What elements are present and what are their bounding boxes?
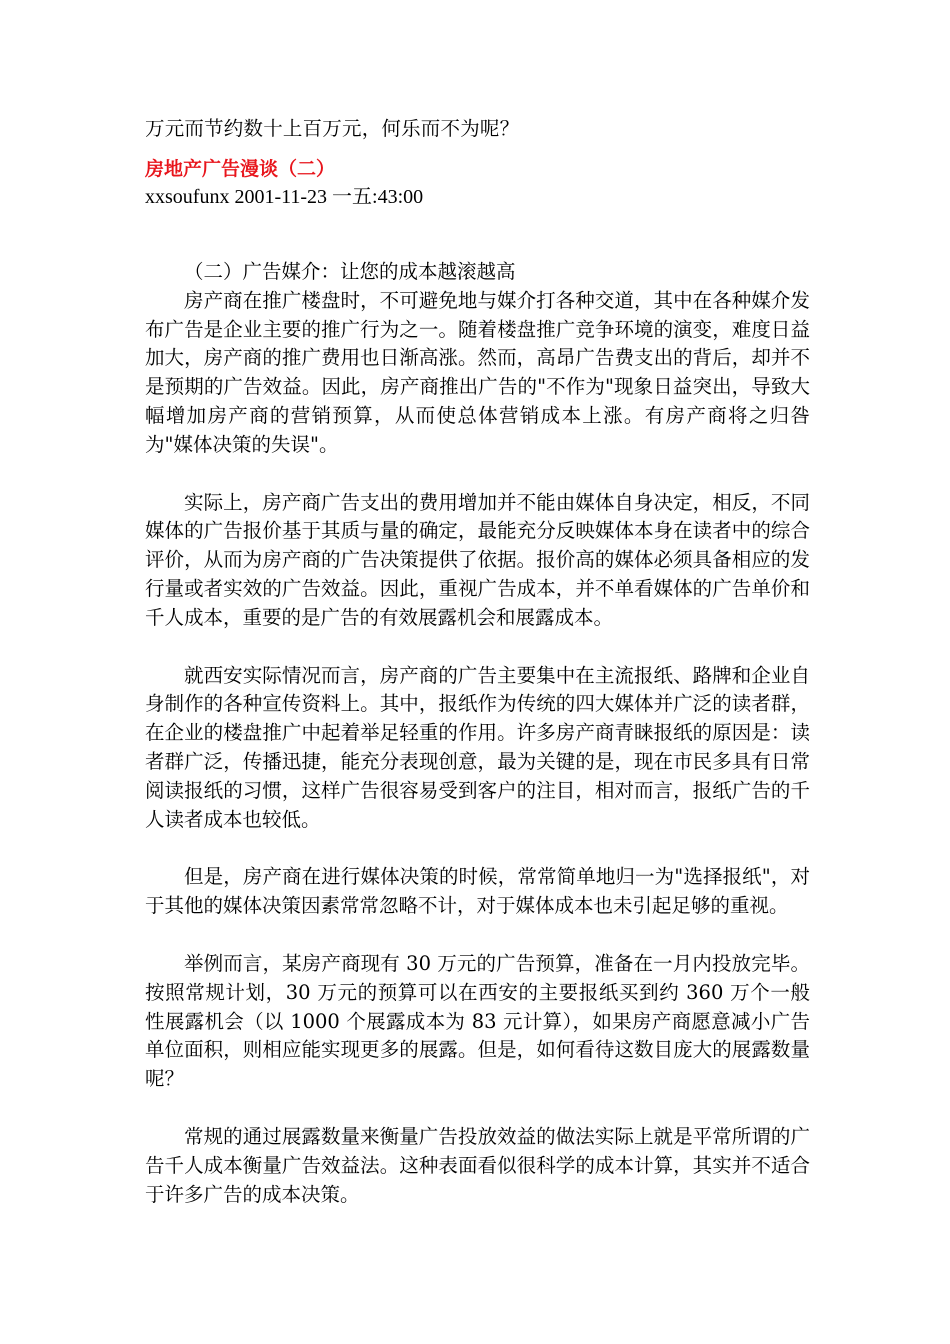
- spacer: [145, 921, 810, 950]
- paragraph: 但是，房产商在进行媒体决策的时候，常常简单地归一为"选择报纸"，对于其他的媒体决策因素常常忽略不计，对于媒体成本也未引起足够的重视。: [145, 865, 810, 918]
- spacer: [145, 210, 810, 258]
- section-heading: （二）广告媒介：让您的成本越滚越高: [184, 260, 516, 283]
- spacer: [145, 834, 810, 863]
- paragraph: 常规的通过展露数量来衡量广告投放效益的做法实际上就是平常所谓的广告千人成本衡量广告效益法。这种表面看似很科学的成本计算，其实并不适合于许多广告的成本决策。: [145, 1124, 810, 1206]
- document-page: [145, 114, 810, 1209]
- paragraph: 实际上，房产商广告支出的费用增加并不能由媒体自身决定，相反，不同媒体的广告报价基于其质与量的确定，最能充分反映媒体本身在读者中的综合评价，从而为房产商的广告决策提供了依据。报价高的媒体必须具备相应的发行量或者实效的广告效益。因此，重视广告成本，并不单看媒体的广告单价和千人成本，重要的是广告的有效展露机会和展露成本。: [145, 490, 810, 629]
- paragraph: 就西安实际情况而言，房产商的广告主要集中在主流报纸、路牌和企业自身制作的各种宣传资料上。其中，报纸作为传统的四大媒体并广泛的读者群，在企业的楼盘推广中起着举足轻重的作用。许多房产商青睐报纸的原因是：读者群广泛，传播迅捷，能充分表现创意，最为关键的是，现在市民多具有日常阅读报纸的习惯，这样广告很容易受到客户的注目，相对而言，报纸广告的千人读者成本也较低。: [145, 663, 810, 831]
- article-byline: xxsoufunx 2001-11-23 一五:43:00: [145, 186, 424, 208]
- paragraph: 举例而言，某房产商现有 30 万元的广告预算，准备在一月内投放完毕。按照常规计划，30 万元的预算可以在西安的主要报纸买到约 360 万个一般性展露机会（以 1000 个展露成本为 83 元计算），如果房产商愿意减小广告单位面积，则相应能实现更多的展露。但是，如何看待这数目庞大的展露数量呢？: [145, 951, 810, 1091]
- article-title: 房地产广告漫谈（二）: [145, 158, 336, 180]
- spacer: [145, 460, 810, 489]
- paragraph: 房产商在推广楼盘时，不可避免地与媒介打各种交道，其中在各种媒介发布广告是企业主要的推广行为之一。随着楼盘推广竞争环境的演变，难度日益加大，房产商的推广费用也日渐高涨。然而，高昂广告费支出的背后，却并不是预期的广告效益。因此，房产商推出广告的"不作为"现象日益突出，导致大幅增加房产商的营销预算，从而使总体营销成本上涨。有房产商将之归咎为"媒体决策的失误"。: [145, 288, 810, 456]
- continued-text-line: 万元而节约数十上百万元，何乐而不为呢？: [145, 117, 520, 140]
- spacer: [145, 633, 810, 662]
- spacer: [145, 1094, 810, 1123]
